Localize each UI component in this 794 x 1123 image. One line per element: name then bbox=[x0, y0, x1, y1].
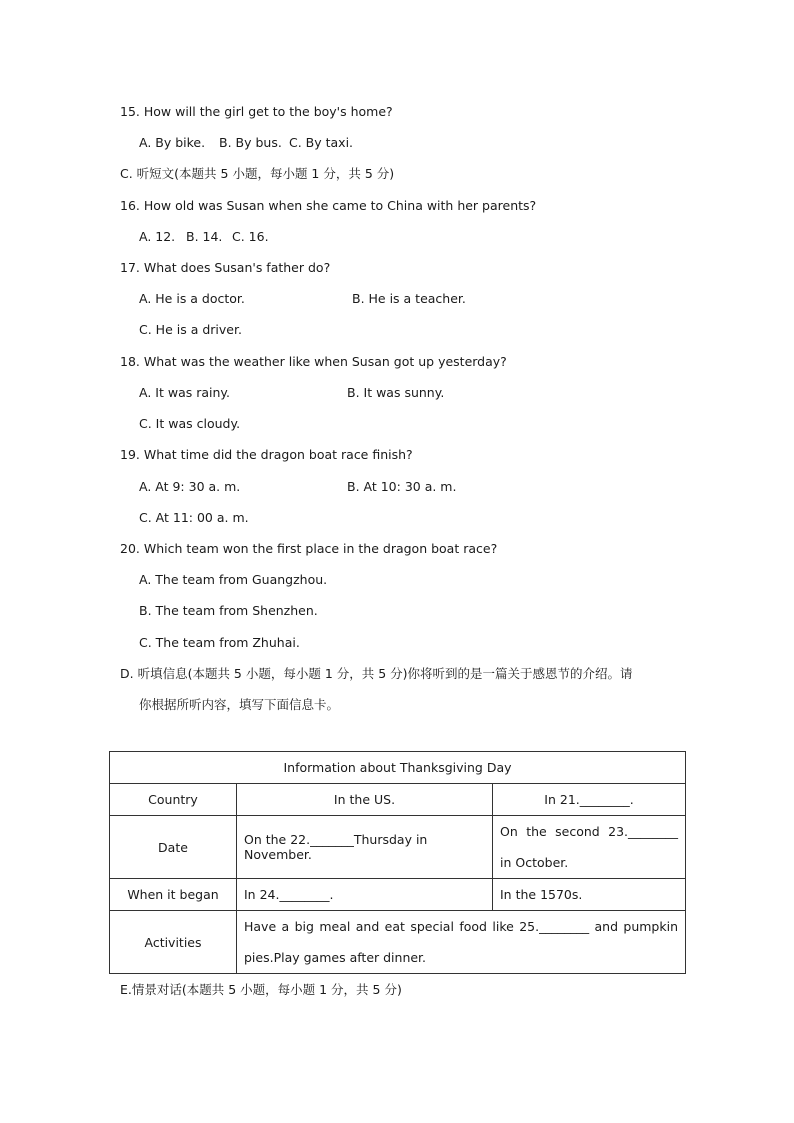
date-label: Date bbox=[110, 816, 237, 879]
question-19-option-c: C. At 11: 00 a. m. bbox=[139, 510, 249, 525]
country-label: Country bbox=[110, 784, 237, 816]
question-20-option-a: A. The team from Guangzhou. bbox=[139, 572, 328, 587]
question-16-option-b: B. 14. bbox=[186, 229, 223, 244]
country-us-cell: In the US. bbox=[237, 784, 493, 816]
table-row-date bbox=[110, 816, 686, 879]
section-e-heading: E.情景对话(本题共 5 小题，每小题 1 分，共 5 分) bbox=[120, 982, 402, 997]
question-17-option-b: B. He is a teacher. bbox=[352, 291, 466, 306]
question-17-stem: 17. What does Susan's father do? bbox=[120, 260, 331, 275]
question-17-option-a: A. He is a doctor. bbox=[139, 291, 245, 306]
question-15-stem: 15. How will the girl get to the boy's home? bbox=[120, 104, 393, 119]
question-16-option-c: C. 16. bbox=[232, 229, 269, 244]
question-18-stem: 18. What was the weather like when Susan got up yesterday? bbox=[120, 354, 507, 369]
began-label: When it began bbox=[110, 879, 237, 911]
question-16-stem: 16. How old was Susan when she came to China with her parents? bbox=[120, 198, 537, 213]
question-20-option-b: B. The team from Shenzhen. bbox=[139, 603, 318, 618]
table-row-began bbox=[110, 879, 686, 911]
section-c-heading: C. 听短文(本题共 5 小题，每小题 1 分，共 5 分) bbox=[120, 166, 395, 181]
question-20-option-c: C. The team from Zhuhai. bbox=[139, 635, 300, 650]
thanksgiving-info-table bbox=[109, 751, 686, 974]
question-15-option-b: B. By bus. bbox=[219, 135, 282, 150]
section-d-heading: D. 听填信息(本题共 5 小题，每小题 1 分，共 5 分)你将听到的是一篇关于感恩节的介绍。请 bbox=[120, 666, 633, 681]
question-18-option-a: A. It was rainy. bbox=[139, 385, 230, 400]
question-18-option-c: C. It was cloudy. bbox=[139, 416, 241, 431]
question-19-option-b: B. At 10: 30 a. m. bbox=[347, 479, 457, 494]
question-19-option-a: A. At 9: 30 a. m. bbox=[139, 479, 241, 494]
question-15-option-c: C. By taxi. bbox=[289, 135, 354, 150]
began-blank-24: In 24.________. bbox=[237, 879, 493, 911]
question-20-stem: 20. Which team won the first place in the dragon boat race? bbox=[120, 541, 498, 556]
country-blank-21: In 21.________. bbox=[493, 784, 686, 816]
question-16-option-a: A. 12. bbox=[139, 229, 176, 244]
table-title: Information about Thanksgiving Day bbox=[110, 752, 686, 784]
table-row-activities bbox=[110, 911, 686, 974]
table-row-country bbox=[110, 784, 686, 816]
section-d-instruction: 你根据所听内容，填写下面信息卡。 bbox=[139, 697, 340, 712]
activities-label: Activities bbox=[110, 911, 237, 974]
activities-blank-25: Have a big meal and eat special food like 25.________ and pumpkin pies.Play games after dinner. bbox=[237, 911, 686, 974]
question-15-option-a: A. By bike. bbox=[139, 135, 206, 150]
date-blank-23: On the second 23.________ in October. bbox=[493, 816, 686, 879]
question-18-option-b: B. It was sunny. bbox=[347, 385, 445, 400]
date-us-blank-22: On the 22._______Thursday in November. bbox=[237, 816, 493, 879]
began-1570s-cell: In the 1570s. bbox=[493, 879, 686, 911]
question-17-option-c: C. He is a driver. bbox=[139, 322, 242, 337]
table-title-row bbox=[110, 752, 686, 784]
question-19-stem: 19. What time did the dragon boat race finish? bbox=[120, 447, 413, 462]
